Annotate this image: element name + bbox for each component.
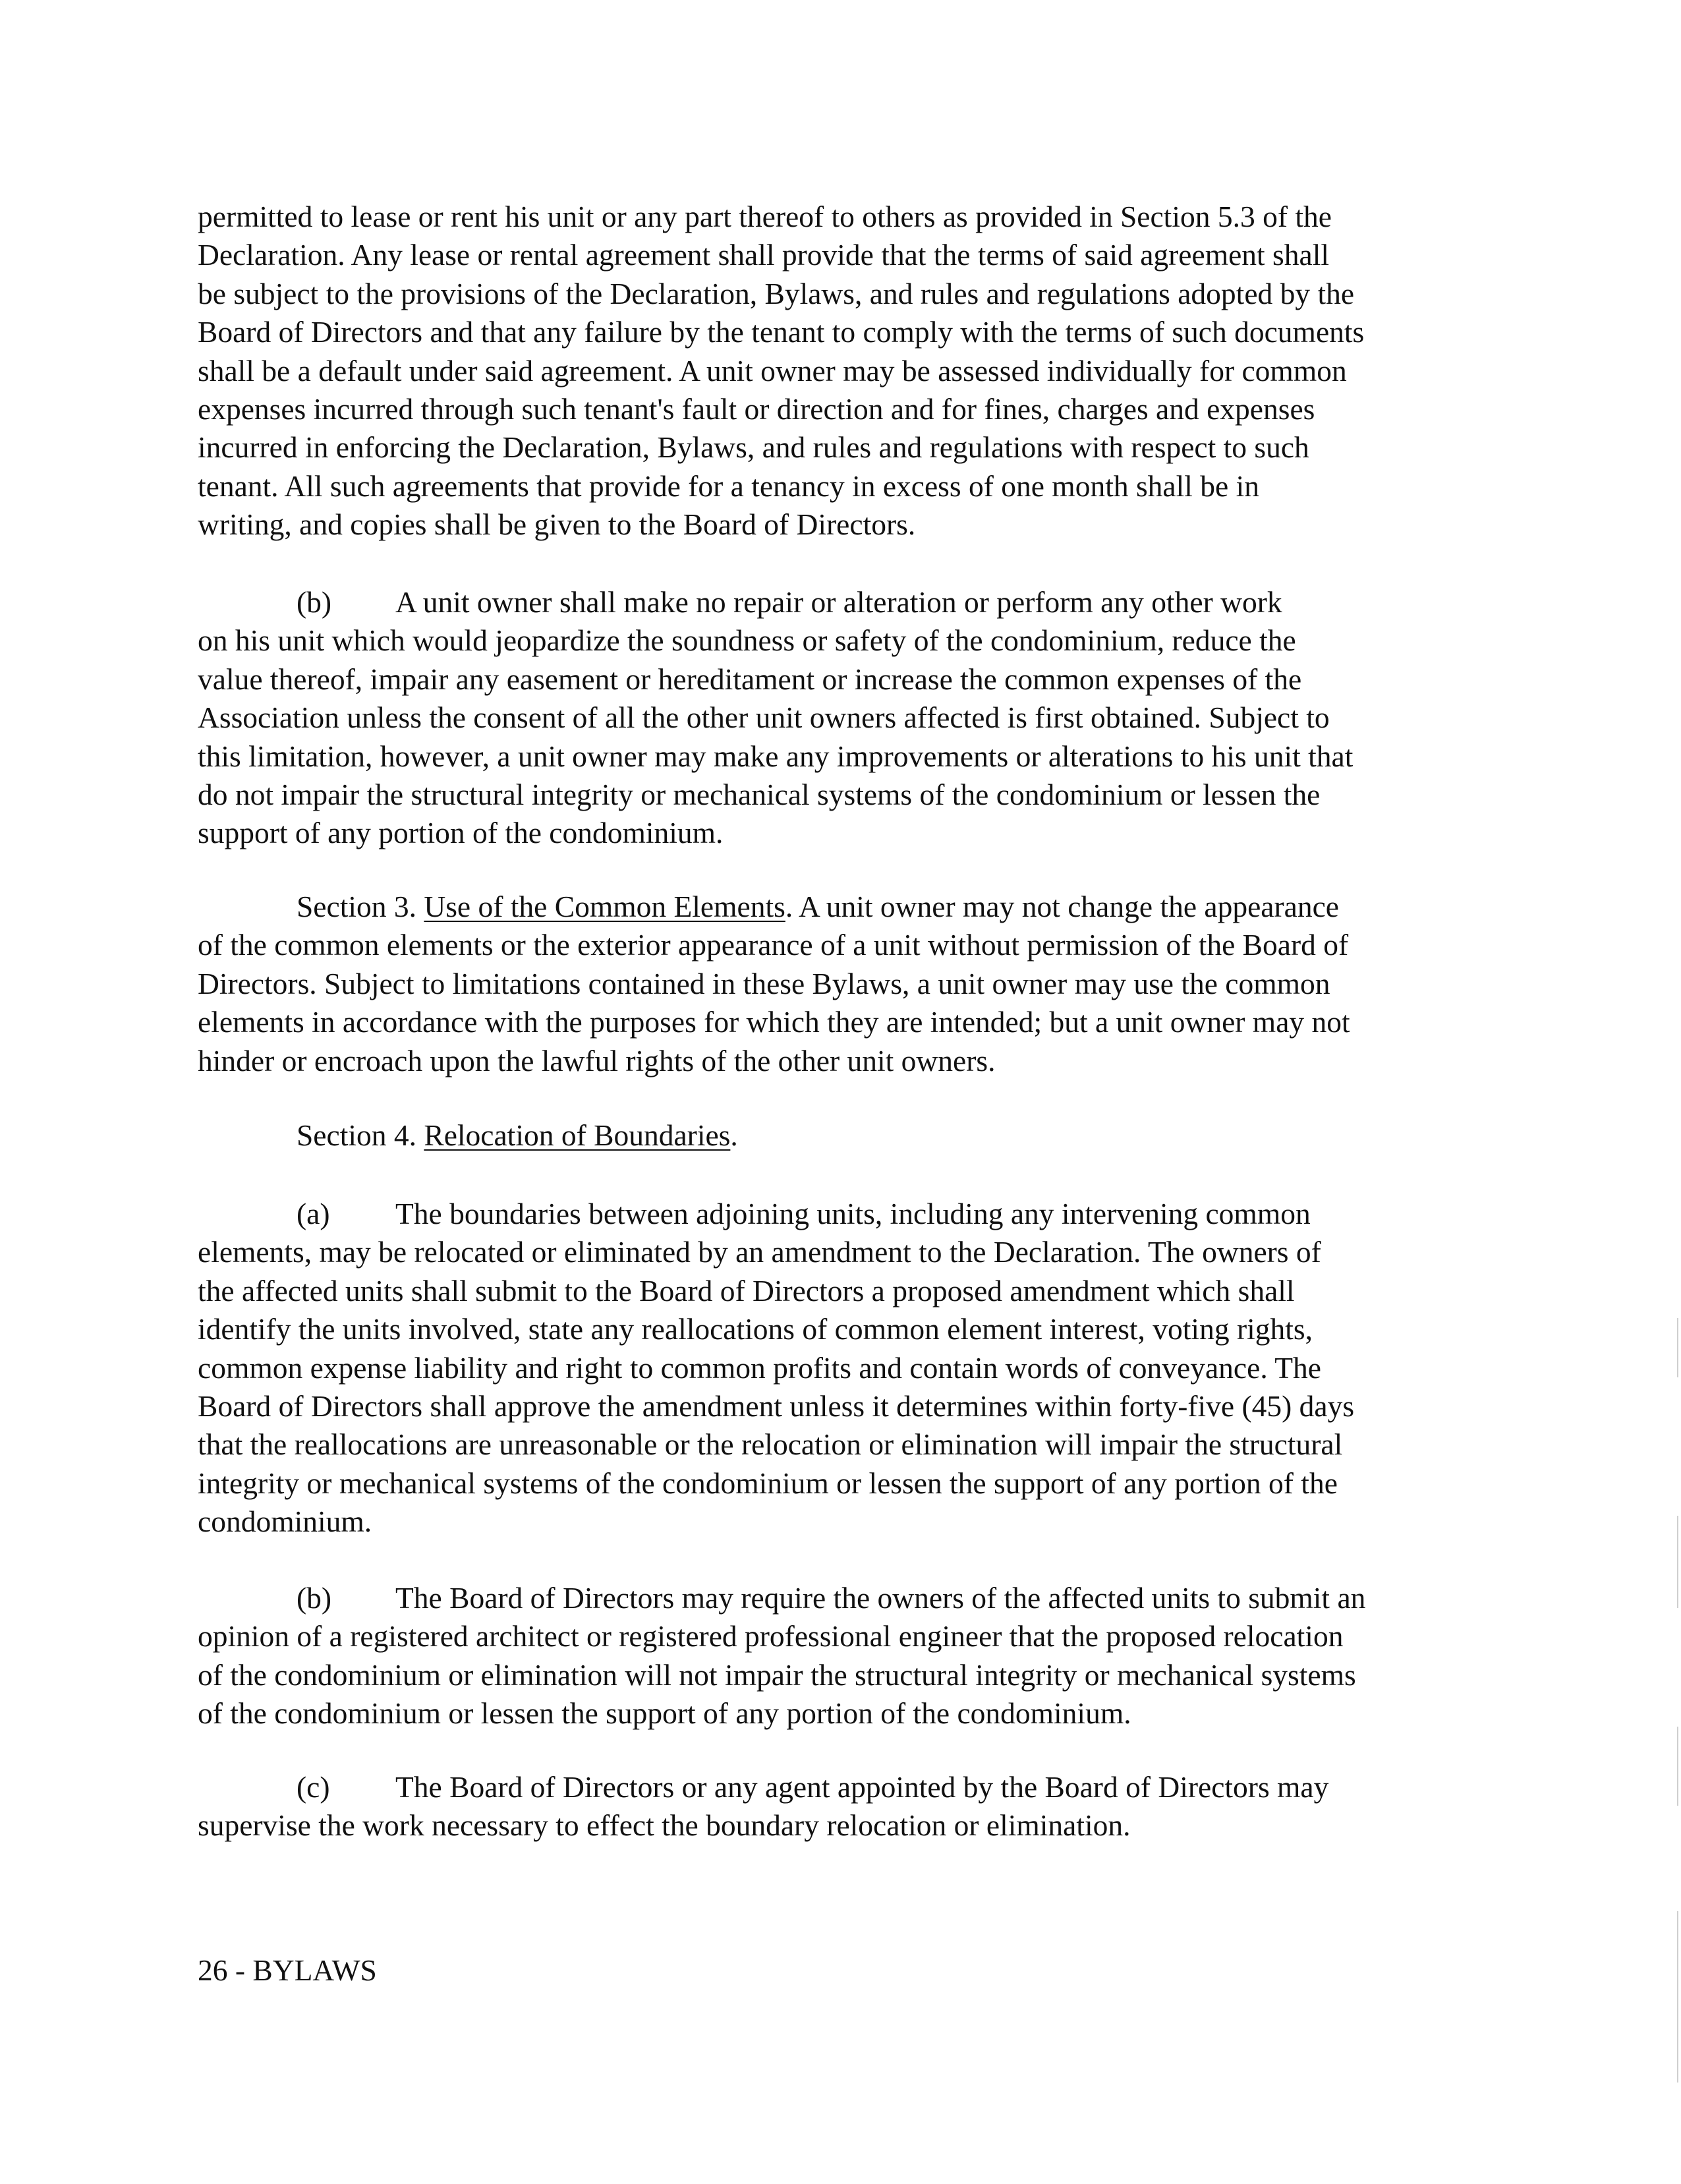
scan-margin-mark (1677, 1516, 1678, 1608)
scan-margin-mark (1677, 1318, 1678, 1377)
text-line: that the reallocations are unreasonable or the relocation or elimination will impair the structural (198, 1427, 1343, 1462)
text-line: identify the units involved, state any reallocations of common element interest, voting rights, (198, 1312, 1313, 1346)
scan-margin-mark (1677, 1911, 1678, 2083)
text-line: hinder or encroach upon the lawful rights of the other unit owners. (198, 1043, 996, 1078)
text-line: . A unit owner may not change the appearance (785, 890, 1339, 923)
text-line: condominium. (198, 1505, 372, 1539)
section-number: Section 3. (297, 890, 424, 923)
paragraph-label: (b) (297, 585, 332, 619)
text-line: of the common elements or the exterior appearance of a unit without permission of the Board of (198, 928, 1349, 962)
paragraph-b-architect (198, 1579, 1499, 1733)
text-line: Association unless the consent of all the other unit owners affected is first obtained. Subject to (198, 701, 1330, 735)
paragraph-c-supervise (198, 1768, 1499, 1845)
text-line: do not impair the structural integrity or mechanical systems of the condominium or lessen the (198, 778, 1321, 812)
text-line: common expense liability and right to common profits and contain words of conveyance. The (198, 1350, 1321, 1385)
section-3 (198, 888, 1499, 1080)
text-line: A unit owner shall make no repair or alteration or perform any other work (395, 585, 1282, 619)
text-line: value thereof, impair any easement or hereditament or increase the common expenses of the (198, 662, 1302, 696)
paragraph-b-repairs (198, 583, 1499, 853)
text-line: of the condominium or lessen the support of any portion of the condominium. (198, 1696, 1131, 1731)
text-line: shall be a default under said agreement. A unit owner may be assessed individually for common (198, 353, 1347, 388)
text-line: be subject to the provisions of the Declaration, Bylaws, and rules and regulations adopted by the (198, 276, 1355, 310)
continued-paragraph (198, 198, 1499, 544)
text-line: The Board of Directors may require the owners of the affected units to submit an (395, 1581, 1366, 1615)
text-line: the affected units shall submit to the Board of Directors a proposed amendment which shall (198, 1273, 1295, 1308)
paragraph-label: (a) (297, 1197, 330, 1230)
section-number: Section 4. (297, 1118, 424, 1152)
text-line: elements, may be relocated or eliminated by an amendment to the Declaration. The owners of (198, 1235, 1321, 1269)
page-footer: 26 - BYLAWS (198, 1953, 377, 1987)
heading-period: . (730, 1118, 738, 1152)
text-line: Declaration. Any lease or rental agreement shall provide that the terms of said agreement shall (198, 238, 1329, 272)
paragraph-first-line (198, 1195, 1499, 1233)
text-line: permitted to lease or rent his unit or any part thereof to others as provided in Section 5.3 of the (198, 200, 1332, 233)
text-line: this limitation, however, a unit owner may make any improvements or alterations to his unit that (198, 739, 1353, 773)
text-line: The boundaries between adjoining units, including any intervening common (395, 1197, 1311, 1230)
text-line: Board of Directors and that any failure by the tenant to comply with the terms of such documents (198, 315, 1365, 349)
text-line: tenant. All such agreements that provide for a tenancy in excess of one month shall be in (198, 469, 1259, 503)
paragraph-label: (c) (297, 1770, 330, 1804)
text-line: Board of Directors shall approve the amendment unless it determines within forty-five (45) days (198, 1389, 1355, 1423)
text-line: opinion of a registered architect or registered professional engineer that the proposed relocation (198, 1619, 1344, 1653)
paragraph-first-line (198, 583, 1499, 621)
text-line: The Board of Directors or any agent appointed by the Board of Directors may (395, 1770, 1329, 1804)
paragraph-label: (b) (297, 1581, 332, 1615)
section-4-heading (198, 1116, 1499, 1155)
text-line: Directors. Subject to limitations contained in these Bylaws, a unit owner may use the common (198, 966, 1330, 1000)
text-line: writing, and copies shall be given to the Board of Directors. (198, 507, 916, 542)
text-line: expenses incurred through such tenant's fault or direction and for fines, charges and expenses (198, 392, 1315, 426)
section-heading-line (198, 1116, 1499, 1155)
text-line: incurred in enforcing the Declaration, Bylaws, and rules and regulations with respect to such (198, 430, 1309, 465)
paragraph-a-boundaries (198, 1195, 1499, 1541)
section-title: Relocation of Boundaries (424, 1118, 731, 1152)
text-line: support of any portion of the condominium. (198, 816, 724, 850)
text-line: of the condominium or elimination will not impair the structural integrity or mechanical systems (198, 1657, 1356, 1692)
text-line: supervise the work necessary to effect the boundary relocation or elimination. (198, 1808, 1131, 1843)
section-title: Use of the Common Elements (424, 890, 785, 923)
paragraph-first-line (198, 1579, 1499, 1617)
scan-margin-mark (1677, 1727, 1678, 1806)
paragraph-first-line (198, 1768, 1499, 1806)
text-line: elements in accordance with the purposes for which they are intended; but a unit owner may not (198, 1005, 1350, 1039)
text-line: integrity or mechanical systems of the condominium or lessen the support of any portion of the (198, 1466, 1338, 1500)
text-line: on his unit which would jeopardize the soundness or safety of the condominium, reduce the (198, 623, 1296, 658)
section-heading-line (198, 888, 1499, 926)
